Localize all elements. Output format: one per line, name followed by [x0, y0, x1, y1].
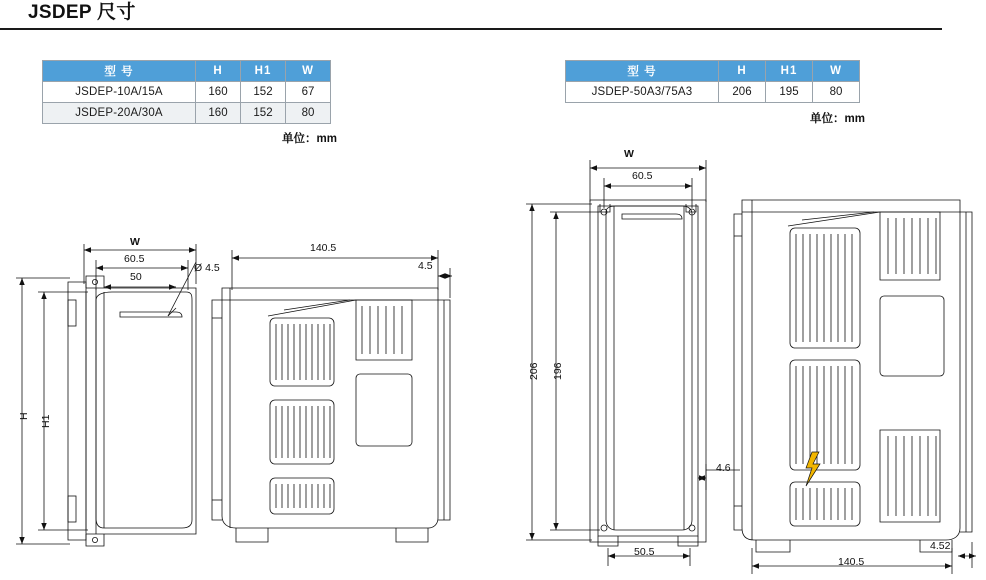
column-header-h: H: [196, 61, 241, 82]
column-header-w: W: [813, 61, 860, 82]
label-view3-196: 196: [552, 362, 564, 380]
label-view2-4-5: 4.5: [418, 260, 433, 272]
label-view3-4-6: 4.6: [716, 462, 731, 474]
unit-note-right: 单位：mm: [810, 113, 865, 125]
label-view1-w: W: [130, 236, 140, 248]
cell-model: JSDEP-20A/30A: [43, 103, 196, 124]
cell-w: 80: [813, 82, 860, 103]
column-header-model: 型 号: [566, 61, 719, 82]
label-view3-60-5: 60.5: [632, 170, 653, 182]
label-view2-140-5: 140.5: [310, 242, 337, 254]
label-view1-hole-diameter: Ø 4.5: [194, 262, 220, 274]
label-view4-140-5: 140.5: [838, 556, 865, 568]
label-view1-h1: H1: [40, 414, 52, 428]
cell-h1: 152: [241, 82, 286, 103]
cell-h: 160: [196, 103, 241, 124]
cell-h: 160: [196, 82, 241, 103]
cell-w: 80: [286, 103, 331, 124]
label-view4-4-52: 4.52: [930, 540, 951, 552]
column-header-w: W: [286, 61, 331, 82]
view-front-small: [16, 244, 196, 546]
label-view3-w: W: [624, 148, 634, 160]
column-header-model: 型 号: [43, 61, 196, 82]
cell-model: JSDEP-50A3/75A3: [566, 82, 719, 103]
cell-model: JSDEP-10A/15A: [43, 82, 196, 103]
label-view3-50-5: 50.5: [634, 546, 655, 558]
page-title: JSDEP 尺寸: [28, 2, 136, 23]
view-side-small: [212, 250, 452, 542]
label-view3-206: 206: [528, 362, 540, 380]
cell-h: 206: [719, 82, 766, 103]
column-header-h1: H1: [766, 61, 813, 82]
unit-note-left: 单位：mm: [282, 133, 337, 145]
label-view1-60-5: 60.5: [124, 253, 145, 265]
column-header-h: H: [719, 61, 766, 82]
view-side-large: [734, 200, 976, 574]
label-view1-50: 50: [130, 271, 142, 283]
cell-h1: 152: [241, 103, 286, 124]
cell-h1: 195: [766, 82, 813, 103]
label-view1-h: H: [18, 412, 30, 420]
cell-w: 67: [286, 82, 331, 103]
column-header-h1: H1: [241, 61, 286, 82]
